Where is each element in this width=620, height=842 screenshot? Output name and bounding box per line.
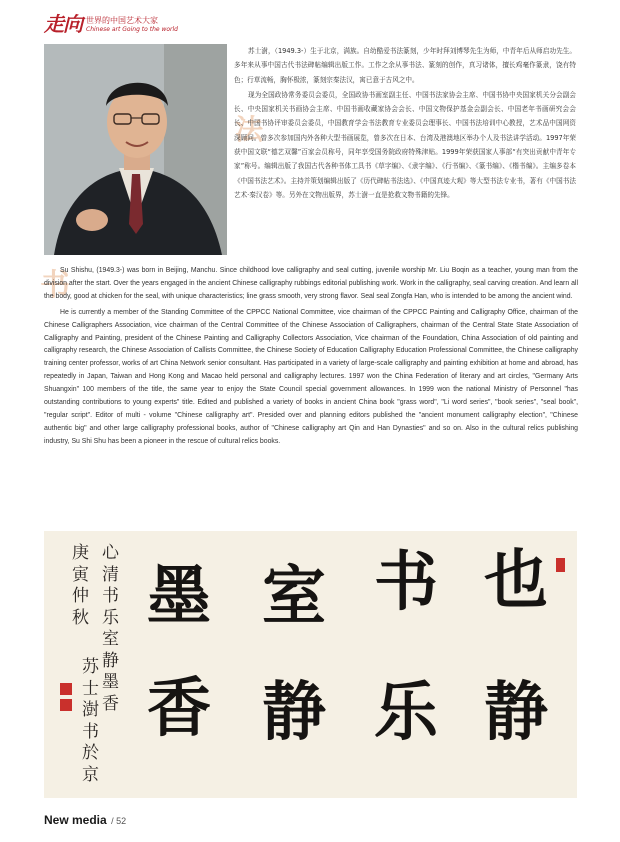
header-subtitle	[86, 16, 178, 34]
callig-col2-bottom: 乐	[374, 675, 438, 750]
seal-stamp-right	[556, 558, 565, 572]
magazine-logo: 走向	[44, 12, 82, 36]
header-subtitle-cn: 世界的中国艺术大家	[86, 16, 158, 25]
chinese-paragraph-2: 现为全国政协常务委员会委员，全国政协书画室副主任、中国书法家协会主席、中国书协中央国家机关分会副会长、中央国家机关书画协会主席、中国书画收藏家协会会长、中国文物保护基金会副会长、中国老年书画研究会会长、中国书协评审委员会委员，中国教育学会书法教育专业委员会理事长、中国书法培训中心教授，艺术品中国网资深顾问。曾多次参加国内外各种大型书画展览，曾多次在日本、台湾及港澳地区举办个人及书法讲学活动。1997年荣获中国文联“德艺双馨”百家会员称号，同年享受国务院政府特殊津贴。1999年荣获国家人事部“有突出贡献中青年专家”称号。编辑出版了我国古代各种书体工具书《草字编》、《隶字编》、《行书编》、《篆书编》、《楷书编》。主编多卷本《中国书法艺术》。主持并策划编辑出版了《历代碑帖书法选》、《中国真迹大观》等大型书法专业书，著有《中国书法艺术·秦汉卷》等。另外在文物出版界，苏士澍一直是抢救文物书籍的先锋。	[234, 90, 576, 199]
calligraphy-artwork	[44, 531, 577, 798]
english-paragraph-1: Su Shishu, (1949.3-) was born in Beijing, Manchu. Since childhood love calligraphy and seal cutting, juvenile worship Mr. Liu Boqin as a teacher, young man from the division after the start. Over the years engaged in the ancient Chinese calligraphy rubbings editorial publishing work. Work in the calligraphy, seal carving creation. And learn all the body, good at chicken for the seal, with unique characteristics; line grass smooth, very strong flavor. Seal seal Zongfa Han, who is intended to be among the ancient wind.	[44, 267, 578, 300]
callig-inscription-3: 苏士澍书於京	[82, 657, 99, 785]
english-paragraph-2: He is currently a member of the Standing Committee of the CPPCC National Committee, vice chairman of the CPPCC Painting and Calligraphy Office, chairman of the Chinese Calligraphers Association, vice chairman of the Central Committee of the Chinese Association of Calligraphers, chairman of the Central State State Association of Calligraphy and Painting, president of the Chinese Painting and Calligraphy Collectors Association, Vice chairman of the Foundation, China Association of old painting and calligraphy research, the Chinese Association of Callists Committee, the Chinese Society of Education Calligraphy Education Professional Committee, the Chinese calligraphy training center professor, works of art China Network senior consultant. Has participated in a variety of large-scale calligraphy and painting exhibition at home and abroad, has repeatedly in Japan, Taiwan and Hong Kong and Macao held personal and calligraphy lectures. 1997 won the China Federation of literary and art circles, "Germany Arts Shuangxin" 100 members of the title, the same year to enjoy the State Council special government allowances. In 1999 won the national Ministry of Personnel "has outstanding contributions to young experts" title. Edited and published a variety of books in ancient China book "grass word", "Li word series", "book series", "seal book", "regular script". Editor of multi - volume "Chinese calligraphy art". Presided over and planning editors published the "ancient monument calligraphy election", "Chinese authentic big" and other large calligraphy professional books, author of "Chinese calligraphy art Qin and Han Dynasties" and so on. Also in the cultural relics publishing industry, Su Shi Shu has been a pioneer in the rescue of cultural relics books.	[44, 308, 578, 445]
callig-inscription-1: 心清书乐室静墨香	[102, 543, 119, 714]
header-subtitle-en: Chinese art Going to the world	[86, 26, 178, 33]
callig-col1-bottom: 静	[484, 675, 548, 750]
decorative-character-left: 书	[40, 268, 70, 303]
chinese-paragraph-1: 苏士澍，（1949.3-）生于北京，满族。自幼酷爱书法篆刻，少年时拜刘博琴先生为师，中青年后从师启功先生。多年来从事中国古代书法碑帖编辑出版工作。工作之余从事书法、篆刻的创作，真习诸体，擅长鸡毫作篆隶，饶有特色；行草流畅，胸怀极浓，篆刻宗秦法汉，寓已意于古风之中。	[234, 47, 576, 84]
callig-col3-bottom: 静	[262, 675, 326, 750]
callig-col4-bottom: 香	[147, 671, 211, 746]
seal-stamp-left-2	[60, 699, 72, 711]
callig-col3-top: 室	[262, 559, 326, 634]
page-footer	[44, 811, 126, 829]
chinese-biography	[234, 44, 576, 202]
decorative-character-right: 法	[235, 113, 264, 146]
callig-col2-top: 书	[374, 545, 438, 620]
callig-col1-top: 也	[484, 543, 548, 618]
footer-brand: New media	[44, 813, 107, 827]
callig-col4-top: 墨	[147, 559, 211, 634]
artist-portrait	[44, 44, 227, 255]
magazine-header	[44, 8, 178, 34]
page-number: / 52	[111, 816, 127, 826]
seal-stamp-left-1	[60, 683, 72, 695]
callig-inscription-2: 庚寅仲秋	[72, 543, 89, 628]
portrait-illustration	[44, 44, 227, 255]
english-biography	[44, 265, 578, 449]
